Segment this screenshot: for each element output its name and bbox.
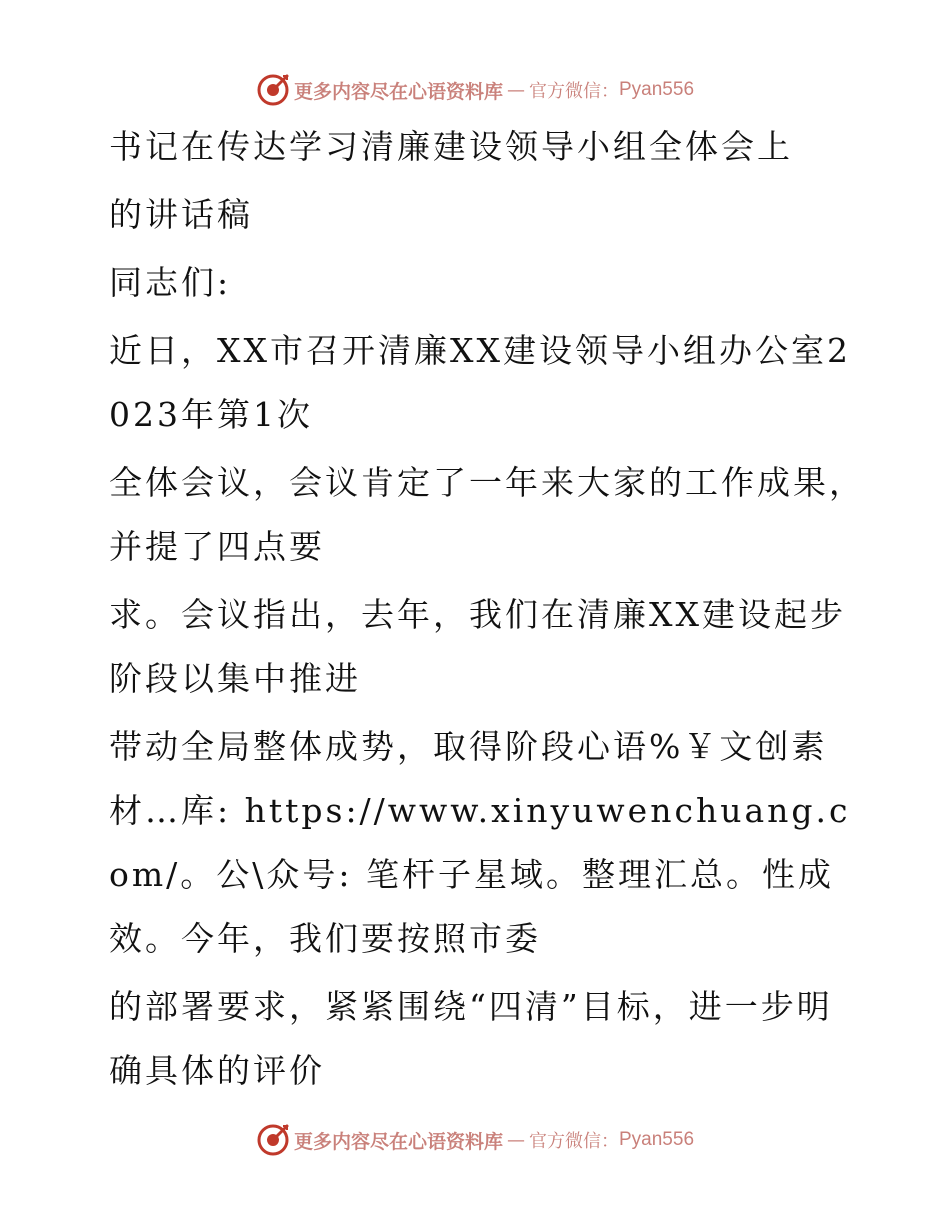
xinyu-logo-icon — [256, 1123, 290, 1157]
body-paragraph-5: 的部署要求，紧紧围绕“四清”目标，进一步明确具体的评价 — [109, 987, 833, 1090]
footer-watermark — [0, 1120, 950, 1160]
document-title-line-2: 的讲话稿 — [109, 195, 253, 234]
watermark-main-text: 更多内容尽在心语资料库 — [293, 80, 503, 103]
body-paragraph-3: 求。会议指出，去年，我们在清廉XX建设起步阶段以集中推进 — [109, 595, 846, 698]
body-paragraph-2: 全体会议，会议肯定了一年来大家的工作成果，并提了四点要 — [109, 463, 865, 566]
watermark-main-text: 更多内容尽在心语资料库 — [293, 1130, 503, 1153]
watermark-wechat-id: Pyan556 — [619, 79, 695, 100]
watermark-dash: — — [507, 79, 525, 101]
xinyu-logo-icon — [256, 73, 290, 107]
body-paragraph-1: 近日，XX市召开清廉XX建设领导小组办公室2023年第1次 — [109, 331, 851, 434]
watermark-dash: — — [507, 1129, 525, 1151]
watermark-official-label: 官方微信： — [529, 1131, 619, 1152]
document-title-line-1: 书记在传达学习清廉建设领导小组全体会上 — [109, 127, 793, 166]
body-paragraph-4: 带动全局整体成势，取得阶段心语%￥文创素材…库: https://www.xinyuwenchuang.com/。公\众号: 笔杆子星域。整理汇总。性成效。今年，我们要按照市委 — [109, 727, 851, 958]
watermark-wechat-id: Pyan556 — [619, 1129, 695, 1150]
header-watermark — [0, 70, 950, 110]
document-body — [97, 115, 867, 1103]
watermark-official-label: 官方微信： — [529, 81, 619, 102]
salutation: 同志们: — [109, 263, 232, 302]
